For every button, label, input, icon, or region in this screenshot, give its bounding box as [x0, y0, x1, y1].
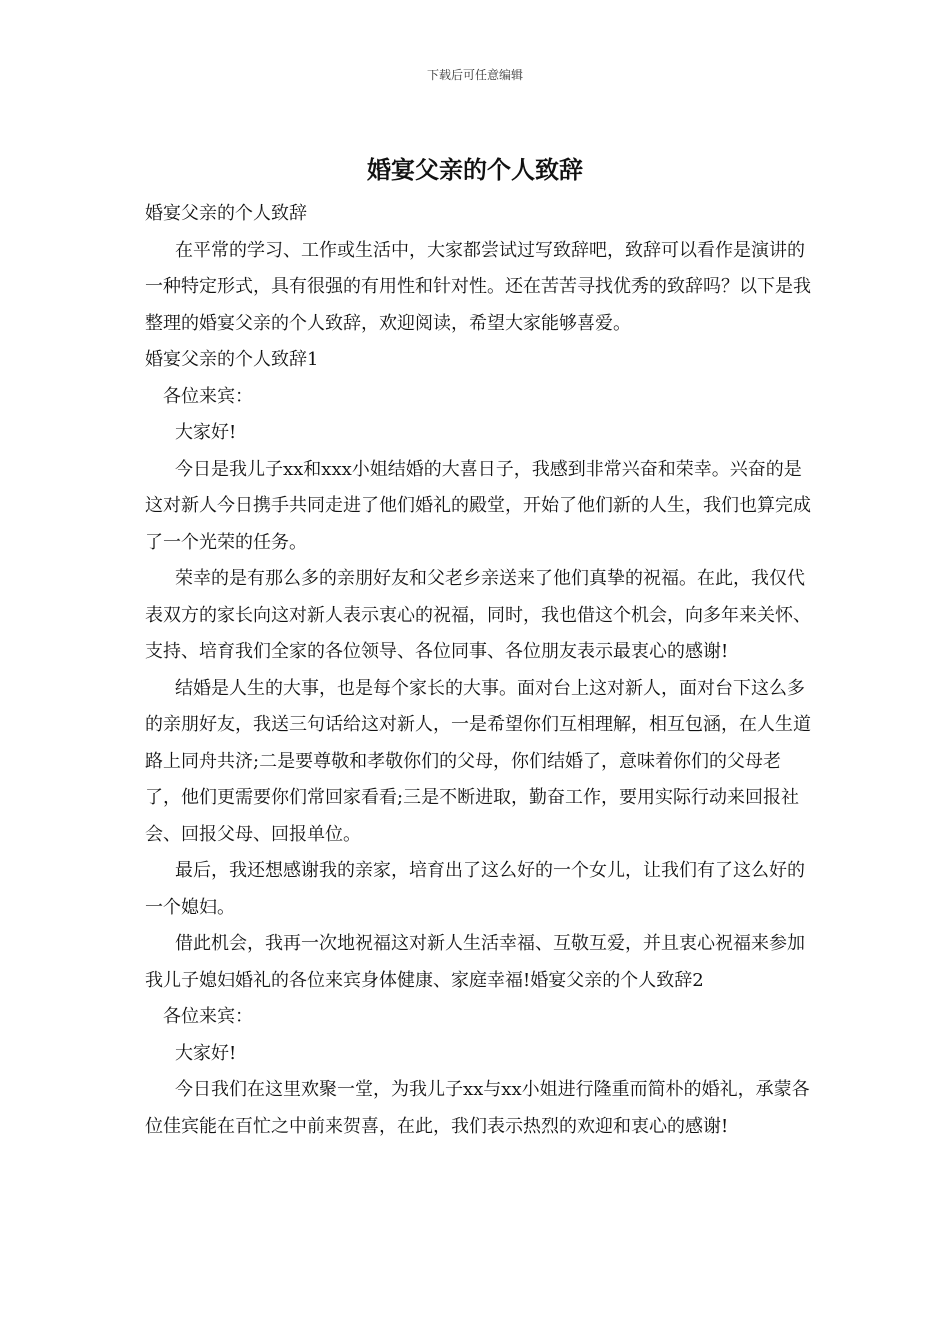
subtitle-paragraph: 婚宴父亲的个人致辞: [145, 203, 307, 224]
document-title: 婚宴父亲的个人致辞: [367, 155, 583, 184]
body-paragraph: 今日我们在这里欢聚一堂，为我儿子xx与xx小姐进行隆重而简朴的婚礼，承蒙各位佳宾能在百忙之中前来贺喜，在此，我们表示热烈的欢迎和衷心的感谢!: [145, 1079, 810, 1137]
intro-paragraph: 在平常的学习、工作或生活中，大家都尝试过写致辞吧，致辞可以看作是演讲的一种特定形式，具有很强的有用性和针对性。还在苦苦寻找优秀的致辞吗？以下是我整理的婚宴父亲的个人致辞，欢迎阅读，希望大家能够喜爱。: [145, 239, 811, 334]
salutation-2: 各位来宾：: [163, 1006, 253, 1027]
document-body: [145, 196, 813, 1145]
section-heading-1: 婚宴父亲的个人致辞1: [145, 349, 319, 370]
salutation-1: 各位来宾：: [163, 385, 253, 407]
body-paragraph: 荣幸的是有那么多的亲朋好友和父老乡亲送来了他们真挚的祝福。在此，我仅代表双方的家长向这对新人表示衷心的祝福，同时，我也借这个机会，向多年来关怀、支持、培育我们全家的各位领导、各位同事、各位朋友表示最衷心的感谢!: [145, 568, 811, 662]
body-paragraph: 结婚是人生的大事，也是每个家长的大事。面对台上这对新人，面对台下这么多的亲朋好友，我送三句话给这对新人，一是希望你们互相理解，相互包涵，在人生道路上同舟共济;二是要尊敬和孝敬你们的父母，你们结婚了，意味着你们的父母老了，他们更需要你们常回家看看;三是不断进取，勤奋工作，要用实际行动来回报社会、回报父母、回报单位。: [145, 677, 811, 845]
greeting-1: 大家好!: [175, 422, 237, 443]
body-paragraph: 今日是我儿子xx和xxx小姐结婚的大喜日子，我感到非常兴奋和荣幸。兴奋的是这对新人今日携手共同走进了他们婚礼的殿堂，开始了他们新的人生，我们也算完成了一个光荣的任务。: [145, 458, 811, 553]
header-note: 下载后可任意编辑: [426, 68, 523, 82]
greeting-2: 大家好!: [175, 1042, 237, 1064]
body-paragraph: 借此机会，我再一次地祝福这对新人生活幸福、互敬互爱，并且衷心祝福来参加我儿子媳妇婚礼的各位来宾身体健康、家庭幸福!婚宴父亲的个人致辞2: [145, 933, 805, 991]
body-paragraph: 最后，我还想感谢我的亲家，培育出了这么好的一个女儿，让我们有了这么好的一个媳妇。: [145, 860, 805, 918]
